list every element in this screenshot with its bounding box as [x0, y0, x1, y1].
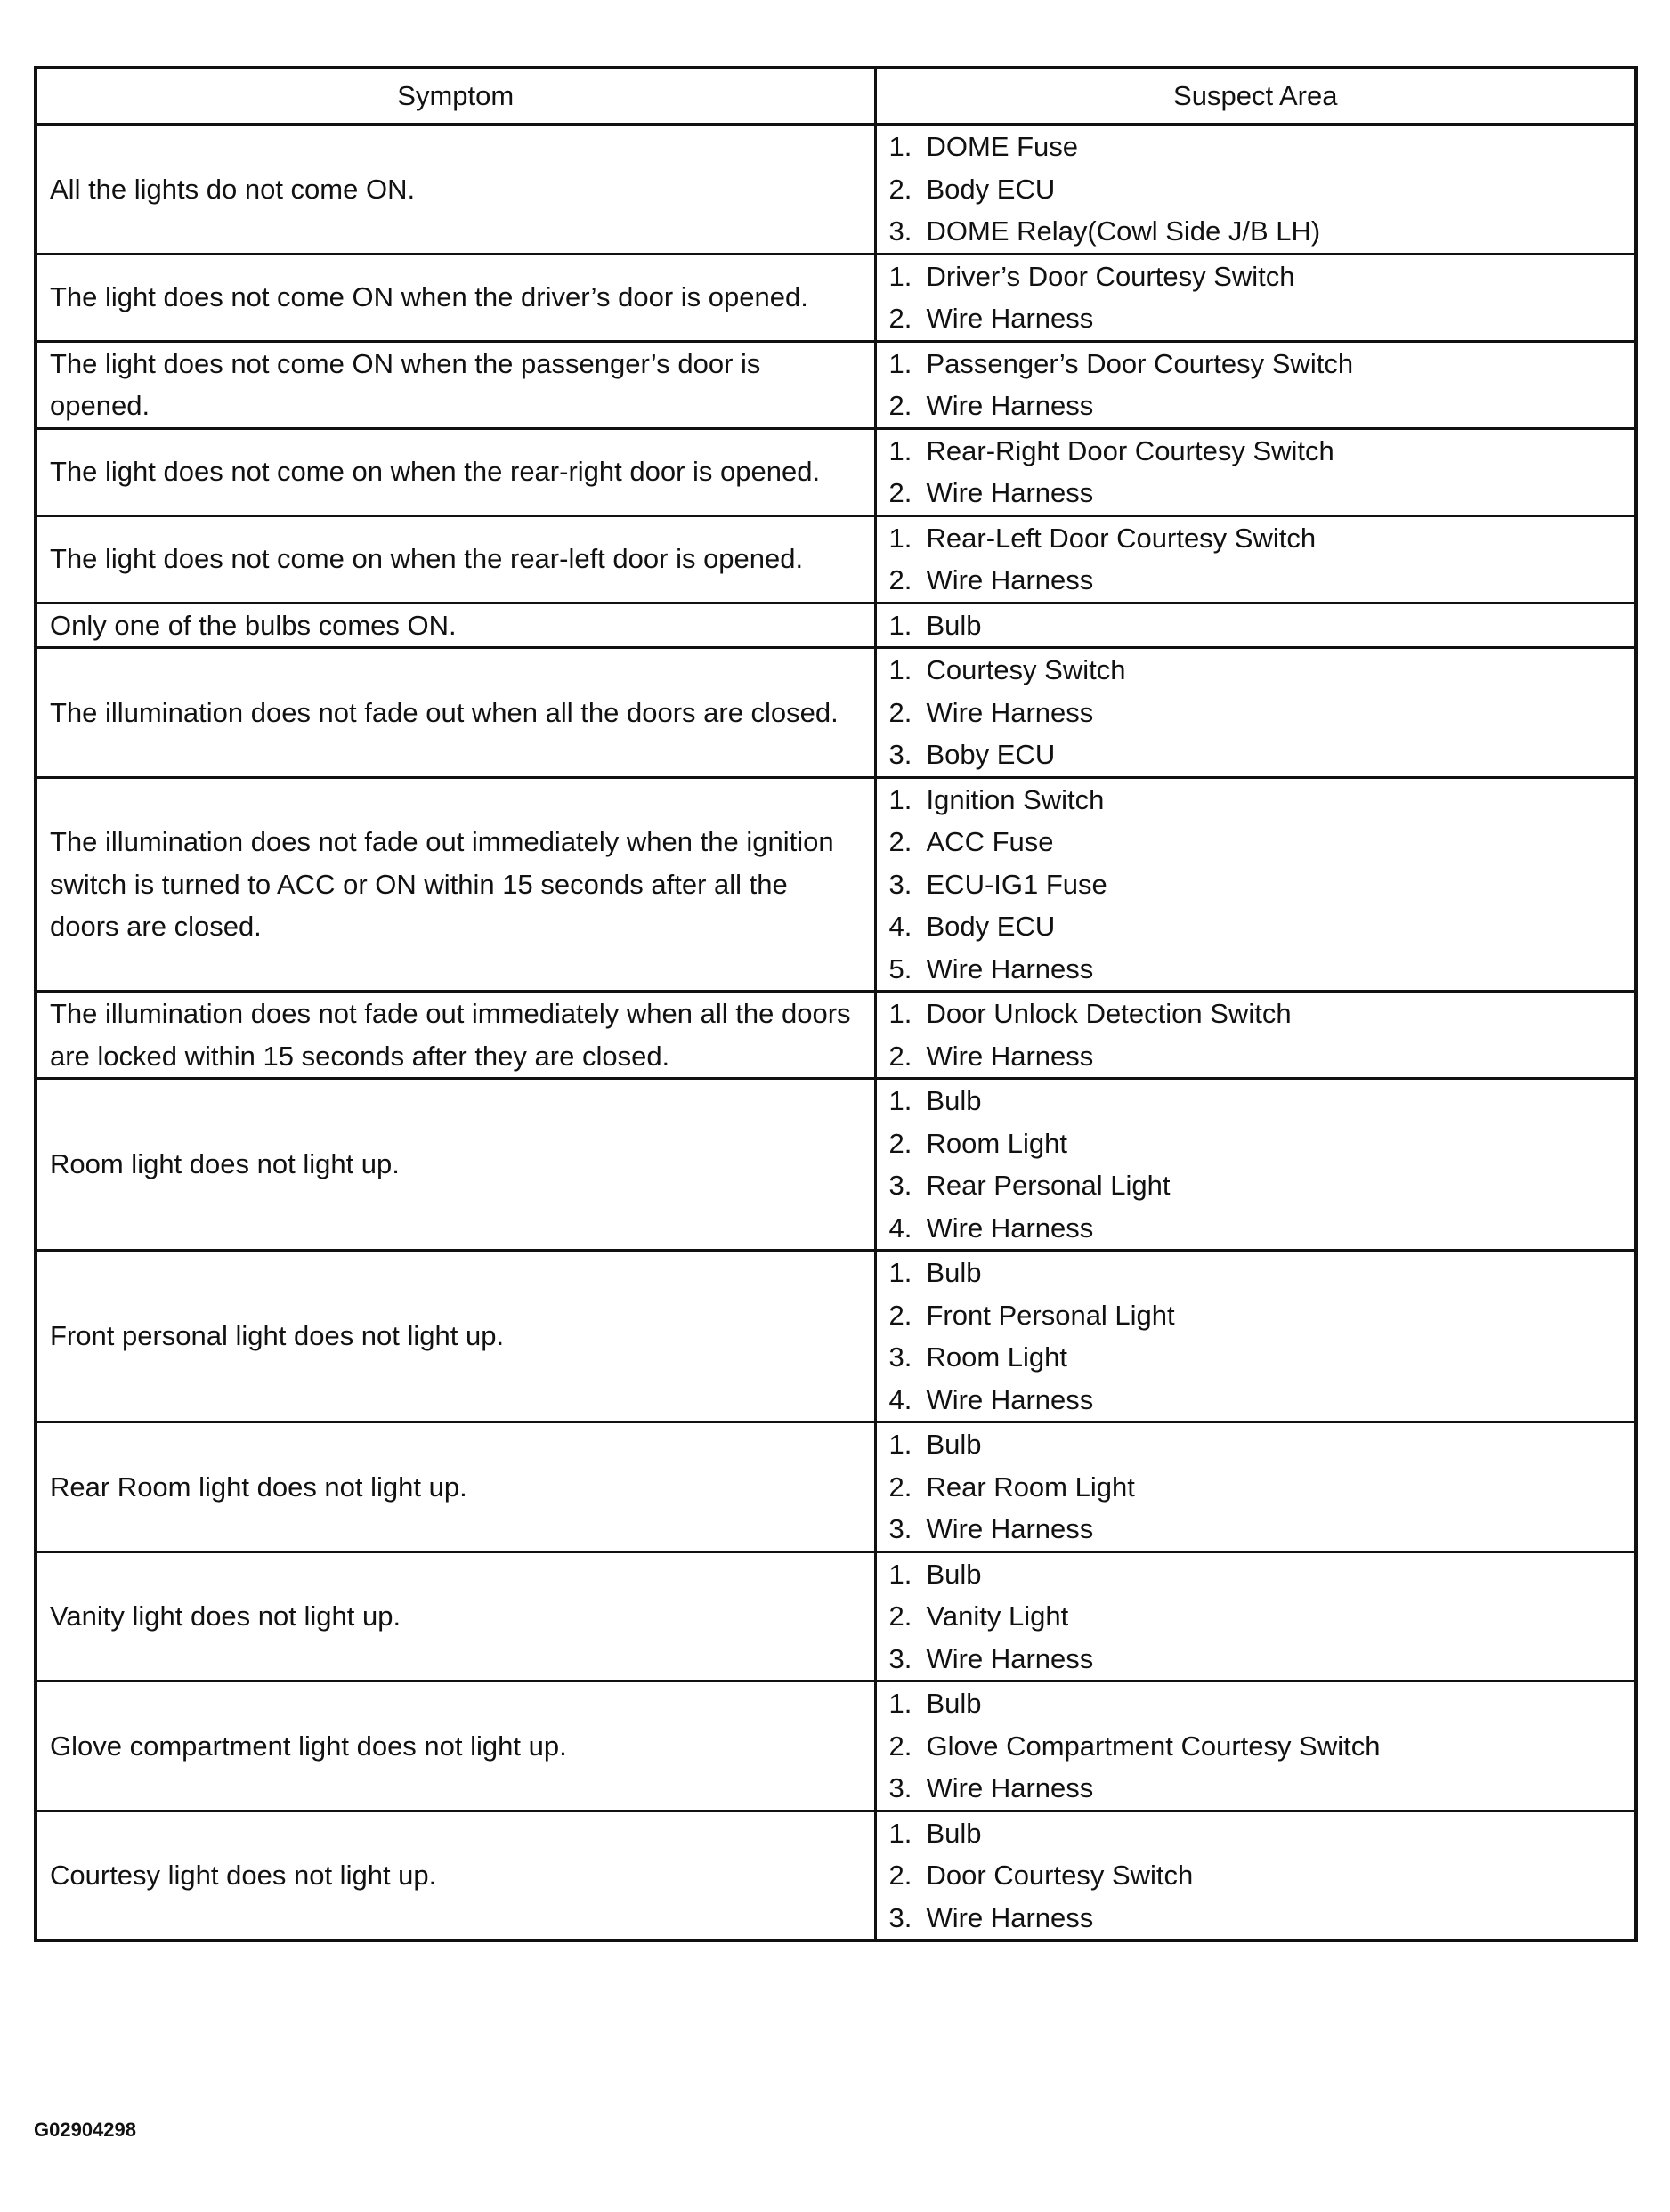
suspect-list [889, 649, 1635, 776]
suspect-item [889, 733, 1635, 776]
suspect-item-label: Wire Harness [926, 390, 1094, 421]
suspect-item-number: 1. [888, 1085, 912, 1116]
suspect-item-label: Room Light [926, 1341, 1068, 1373]
table-row [36, 992, 1636, 1079]
symptom-cell: The light does not come ON when the driver’s door is opened. [36, 254, 875, 341]
suspect-item-label: Passenger’s Door Courtesy Switch [926, 347, 1354, 379]
suspect-area-cell [875, 1422, 1636, 1552]
suspect-item-number: 1. [888, 998, 912, 1029]
suspect-item-label: Wire Harness [926, 1901, 1094, 1933]
suspect-item-label: Wire Harness [926, 1513, 1094, 1544]
suspect-item-number: 2. [888, 477, 912, 508]
table-row [36, 777, 1636, 992]
suspect-area-cell [875, 125, 1636, 255]
suspect-area-cell [875, 341, 1636, 428]
suspect-area-cell [875, 254, 1636, 341]
suspect-item [889, 604, 1635, 647]
table-row [36, 515, 1636, 603]
suspect-item [889, 1423, 1635, 1466]
suspect-item-number: 2. [888, 696, 912, 728]
suspect-item [889, 559, 1635, 602]
suspect-item [889, 1767, 1635, 1810]
suspect-item-number: 1. [888, 131, 912, 162]
symptom-cell: Room light does not light up. [36, 1079, 875, 1251]
suspect-item [889, 385, 1635, 427]
suspect-item-number: 4. [888, 1211, 912, 1244]
suspect-area-cell [875, 428, 1636, 515]
suspect-item-number: 1. [888, 260, 912, 292]
document-id: G02904298 [34, 2119, 136, 2141]
suspect-item-label: Vanity Light [926, 1600, 1069, 1632]
table-header-row [36, 68, 1636, 125]
suspect-item [889, 168, 1635, 211]
symptom-cell: The light does not come on when the rear-right door is opened. [36, 428, 875, 515]
symptom-cell: Vanity light does not light up. [36, 1552, 875, 1681]
suspect-item [889, 517, 1635, 560]
suspect-item-number: 3. [888, 1341, 912, 1373]
suspect-item-label: Body ECU [926, 173, 1056, 205]
suspect-item [889, 1035, 1635, 1078]
suspect-item-label: Door Courtesy Switch [926, 1860, 1194, 1891]
suspect-list [889, 779, 1635, 991]
suspect-area-cell [875, 777, 1636, 992]
suspect-item-label: Rear-Left Door Courtesy Switch [926, 522, 1317, 554]
suspect-item [889, 1553, 1635, 1596]
suspect-item-label: Bulb [926, 1688, 982, 1719]
suspect-item-label: Bulb [926, 1558, 982, 1590]
symptom-cell: All the lights do not come ON. [36, 125, 875, 255]
suspect-item-label: Front Personal Light [926, 1299, 1175, 1331]
symptom-cell: Front personal light does not light up. [36, 1251, 875, 1422]
suspect-item-number: 1. [888, 1558, 912, 1590]
suspect-list [889, 430, 1635, 515]
table-body [36, 125, 1636, 1941]
suspect-item-label: Boby ECU [926, 739, 1056, 770]
suspect-item-label: Wire Harness [926, 1772, 1094, 1803]
suspect-item [889, 126, 1635, 168]
table-row [36, 254, 1636, 341]
suspect-item-number: 1. [888, 347, 912, 379]
suspect-item-label: Driver’s Door Courtesy Switch [926, 260, 1295, 292]
suspect-item [889, 1379, 1635, 1422]
table-row [36, 1552, 1636, 1681]
suspect-item-number: 3. [888, 1513, 912, 1544]
header-symptom: Symptom [36, 68, 875, 125]
suspect-item-number: 3. [888, 868, 912, 900]
suspect-item-label: Room Light [926, 1127, 1068, 1159]
suspect-list [889, 1423, 1635, 1551]
suspect-item [889, 1682, 1635, 1725]
suspect-item-number: 3. [888, 739, 912, 770]
suspect-area-cell [875, 1552, 1636, 1681]
suspect-item-label: Bulb [926, 1257, 982, 1288]
suspect-item [889, 692, 1635, 734]
suspect-item [889, 255, 1635, 298]
symptom-cell: Rear Room light does not light up. [36, 1422, 875, 1552]
suspect-item [889, 821, 1635, 863]
symptom-cell: The illumination does not fade out immediately when all the doors are locked within 15 seconds after they are closed. [36, 992, 875, 1079]
suspect-item [889, 297, 1635, 340]
suspect-item [889, 1638, 1635, 1681]
suspect-area-cell [875, 1811, 1636, 1941]
suspect-item [889, 948, 1635, 991]
suspect-item [889, 1252, 1635, 1294]
suspect-area-cell [875, 1251, 1636, 1422]
suspect-item-number: 1. [888, 434, 912, 466]
suspect-item-label: Rear Room Light [926, 1471, 1135, 1503]
suspect-item-label: DOME Relay(Cowl Side J/B LH) [926, 215, 1321, 247]
suspect-item [889, 343, 1635, 385]
table-row [36, 648, 1636, 778]
symptom-cell: The illumination does not fade out immediately when the ignition switch is turned to ACC or ON within 15 seconds after all the doors are closed. [36, 777, 875, 992]
suspect-item-number: 2. [888, 1600, 912, 1632]
suspect-item-label: Body ECU [926, 911, 1056, 942]
suspect-item-number: 2. [888, 390, 912, 421]
suspect-item-number: 1. [888, 654, 912, 685]
suspect-item [889, 779, 1635, 822]
suspect-item [889, 430, 1635, 473]
suspect-item-number: 3. [888, 1170, 912, 1201]
suspect-item-label: Bulb [926, 1429, 982, 1460]
suspect-list [889, 1682, 1635, 1810]
suspect-item-label: Bulb [926, 1085, 982, 1116]
suspect-item-number: 2. [888, 173, 912, 205]
suspect-list [889, 517, 1635, 602]
suspect-item [889, 649, 1635, 692]
suspect-item-label: Rear Personal Light [926, 1170, 1171, 1201]
table-row [36, 428, 1636, 515]
suspect-item [889, 993, 1635, 1035]
suspect-item-number: 4. [888, 1383, 912, 1415]
suspect-list [889, 255, 1635, 340]
suspect-item [889, 1508, 1635, 1551]
suspect-item-number: 1. [888, 783, 912, 815]
suspect-item-label: Door Unlock Detection Switch [926, 998, 1292, 1029]
suspect-item-number: 1. [888, 1817, 912, 1849]
suspect-item-label: Wire Harness [926, 1642, 1094, 1674]
suspect-item-number: 2. [888, 1040, 912, 1072]
suspect-area-cell [875, 515, 1636, 603]
suspect-item-label: Rear-Right Door Courtesy Switch [926, 434, 1334, 466]
suspect-item-number: 5. [888, 952, 912, 984]
suspect-item-number: 2. [888, 1299, 912, 1331]
symptom-cell: Courtesy light does not light up. [36, 1811, 875, 1941]
suspect-item [889, 1122, 1635, 1165]
suspect-item [889, 1164, 1635, 1207]
suspect-item [889, 863, 1635, 906]
table-row [36, 341, 1636, 428]
suspect-item-number: 2. [888, 826, 912, 857]
suspect-list [889, 1812, 1635, 1940]
suspect-item-label: Bulb [926, 1817, 982, 1849]
symptom-cell: The light does not come ON when the passenger’s door is opened. [36, 341, 875, 428]
suspect-list [889, 993, 1635, 1077]
suspect-item-label: Wire Harness [926, 477, 1094, 508]
suspect-item-label: DOME Fuse [926, 131, 1079, 162]
suspect-item [889, 1207, 1635, 1250]
table-row [36, 125, 1636, 255]
symptom-table [34, 66, 1638, 1942]
suspect-item-number: 1. [888, 609, 912, 641]
suspect-item [889, 1595, 1635, 1638]
suspect-item-number: 2. [888, 1860, 912, 1891]
table-row [36, 1251, 1636, 1422]
table-row [36, 1079, 1636, 1251]
suspect-item-number: 3. [888, 1642, 912, 1674]
suspect-item [889, 210, 1635, 253]
suspect-item-number: 1. [888, 1429, 912, 1460]
table-row [36, 603, 1636, 648]
suspect-item-label: Wire Harness [926, 1383, 1094, 1415]
suspect-item-number: 2. [888, 303, 912, 334]
suspect-list [889, 604, 1635, 647]
table-row [36, 1422, 1636, 1552]
suspect-item-number: 1. [888, 1257, 912, 1288]
suspect-item [889, 1080, 1635, 1122]
suspect-item-number: 4. [888, 911, 912, 942]
suspect-item [889, 905, 1635, 948]
suspect-list [889, 1080, 1635, 1249]
header-suspect-area: Suspect Area [875, 68, 1636, 125]
suspect-item [889, 1812, 1635, 1855]
symptom-cell: Glove compartment light does not light up. [36, 1681, 875, 1811]
suspect-item-label: Glove Compartment Courtesy Switch [926, 1730, 1381, 1762]
suspect-item-label: Courtesy Switch [926, 654, 1126, 685]
suspect-item-number: 2. [888, 1730, 912, 1762]
suspect-item [889, 472, 1635, 515]
suspect-item [889, 1854, 1635, 1897]
symptom-cell: The light does not come on when the rear-left door is opened. [36, 515, 875, 603]
suspect-item-number: 2. [888, 1127, 912, 1159]
suspect-item-label: Wire Harness [926, 564, 1094, 596]
table-row [36, 1681, 1636, 1811]
suspect-item-number: 1. [888, 1688, 912, 1719]
suspect-item [889, 1897, 1635, 1940]
suspect-item-label: Wire Harness [926, 696, 1094, 728]
suspect-item [889, 1466, 1635, 1509]
suspect-item-label: Wire Harness [926, 952, 1094, 984]
suspect-item-label: Ignition Switch [926, 783, 1105, 815]
suspect-list [889, 1553, 1635, 1681]
suspect-item-number: 2. [888, 1471, 912, 1503]
suspect-item-number: 2. [888, 564, 912, 596]
suspect-list [889, 1252, 1635, 1421]
suspect-item-number: 3. [888, 215, 912, 247]
suspect-item-number: 3. [888, 1901, 912, 1933]
suspect-item-label: Wire Harness [926, 1211, 1094, 1244]
suspect-list [889, 126, 1635, 253]
suspect-item-number: 3. [888, 1772, 912, 1803]
suspect-area-cell [875, 1681, 1636, 1811]
suspect-item-number: 1. [888, 522, 912, 554]
suspect-area-cell [875, 1079, 1636, 1251]
suspect-item [889, 1294, 1635, 1337]
symptom-cell: The illumination does not fade out when all the doors are closed. [36, 648, 875, 778]
suspect-area-cell [875, 648, 1636, 778]
table-row [36, 1811, 1636, 1941]
suspect-item [889, 1336, 1635, 1379]
suspect-item-label: Wire Harness [926, 303, 1094, 334]
suspect-list [889, 343, 1635, 427]
suspect-item [889, 1725, 1635, 1768]
symptom-cell: Only one of the bulbs comes ON. [36, 603, 875, 648]
suspect-item-label: ECU-IG1 Fuse [926, 868, 1107, 900]
suspect-item-label: Wire Harness [926, 1040, 1094, 1072]
suspect-area-cell [875, 992, 1636, 1079]
suspect-area-cell [875, 603, 1636, 648]
suspect-item-label: Bulb [926, 609, 982, 641]
suspect-item-label: ACC Fuse [926, 826, 1054, 857]
